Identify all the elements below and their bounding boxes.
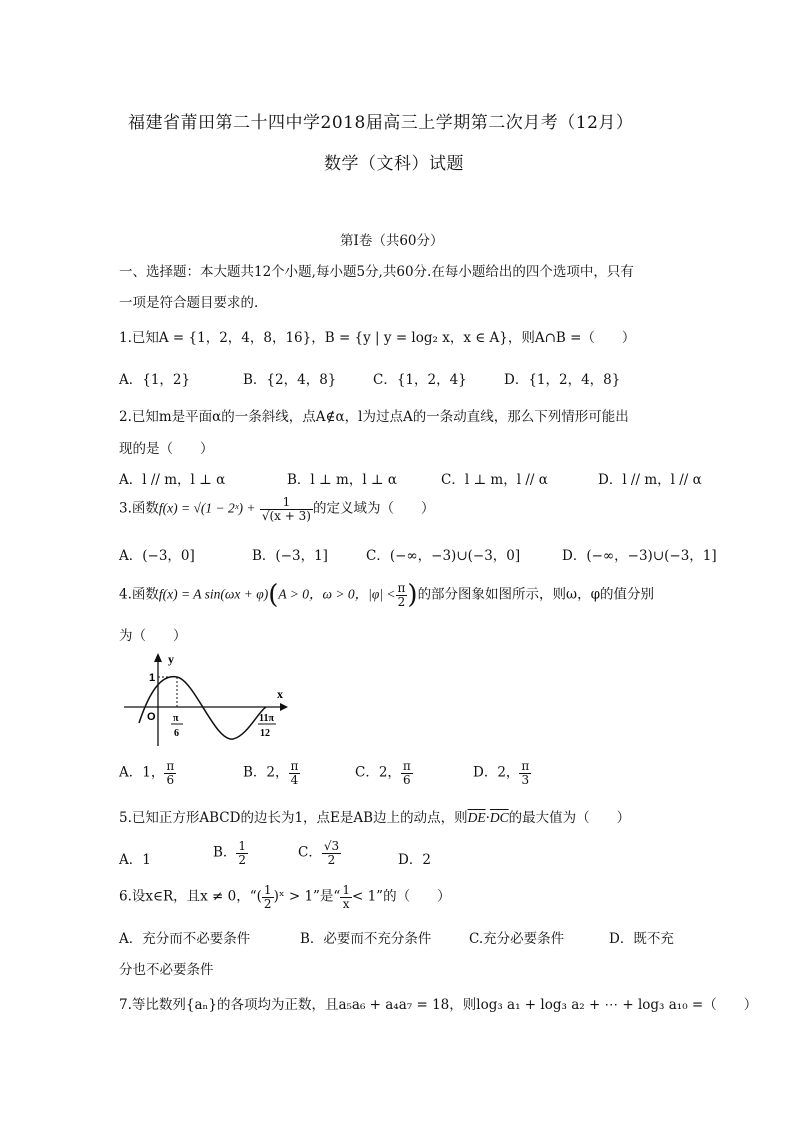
one-label: 1 <box>149 672 156 684</box>
question-5-stem: 5.已知正方形ABCD的边长为1，点E是AB边上的动点，则 <box>119 810 468 826</box>
question-1-option-d: D．{1，2，4，8} <box>504 372 621 388</box>
vector-de: $\overline{DE}$ <box>467 810 486 825</box>
question-4-cond-den: 2 <box>397 594 406 609</box>
paren-close-icon: ) <box>407 580 418 610</box>
option-c-den: 6 <box>403 772 411 787</box>
question-4-sine-graph <box>120 650 290 748</box>
y-label: y <box>168 652 174 666</box>
question-3-frac-num: 1 <box>260 496 313 510</box>
question-6-option-d-wrap: 分也不必要条件 <box>119 962 214 978</box>
question-3-option-d: D．(−∞，−3)∪(−3，1] <box>562 548 717 564</box>
question-3-fraction <box>260 496 313 522</box>
option-d-den: 3 <box>521 772 530 787</box>
option-b-num: π <box>290 759 299 773</box>
question-2-text-line1: 2.已知m是平面α的一条斜线，点A∉α，l为过点A的一条动直线，那么下列情形可能出 <box>119 409 629 425</box>
question-1-option-a: A．{1，2} <box>119 372 191 388</box>
option-c-den: 2 <box>327 852 336 867</box>
question-3-option-a: A．(−3，0] <box>119 548 195 564</box>
question-3-option-c: C．(−∞，−3)∪(−3，0] <box>366 548 521 564</box>
document-title: 福建省莆田第二十四中学2018届高三上学期第二次月考（12月） <box>128 113 634 133</box>
question-4-condition: A > 0，ω > 0，|φ| < <box>278 586 396 602</box>
question-6-option-b: B．必要而不充分条件 <box>300 931 432 947</box>
question-3-suffix: 的定义域为（ ） <box>312 500 435 517</box>
origin-label: O <box>147 711 156 723</box>
x-label: x <box>277 687 283 701</box>
question-5-option-c <box>298 840 341 866</box>
half-num: 1 <box>263 883 272 897</box>
question-5-option-d: D．2 <box>398 852 431 868</box>
question-3-text <box>119 496 434 522</box>
option-a-den: 6 <box>166 772 175 787</box>
question-1-option-b: B．{2，4，8} <box>243 372 337 388</box>
question-2-option-b: B．l ⊥ m，l ⊥ α <box>287 472 398 488</box>
question-3-function: f(x) = √(1 − 2ˣ) + <box>158 500 256 516</box>
inv-den: x <box>342 896 350 911</box>
option-b-label: B． <box>213 844 237 861</box>
dot-operator: · <box>485 810 490 826</box>
question-6-option-d: D．既不充 <box>609 931 674 947</box>
tick-11pi-12-num: 11π <box>259 713 274 724</box>
question-7-text: 7.等比数列{aₙ}的各项均为正数，且a₅a₆ + a₄a₇ = 18，则log₃ a₁ + log₃ a₂ + ⋯ + log₃ a₁₀ =（ ） <box>119 997 758 1013</box>
question-4-prefix: 4.函数 <box>119 586 159 603</box>
question-1-option-c: C．{1，2，4} <box>373 372 467 388</box>
inv-num: 1 <box>342 883 350 897</box>
question-6-stem-pre: 6.设x∈R，且x ≠ 0，“( <box>119 888 262 905</box>
question-5-option-a: A．1 <box>119 852 151 868</box>
question-4-text-line2: 为（ ） <box>119 628 187 644</box>
tick-pi-6-num: π <box>173 713 179 724</box>
option-d-num: π <box>521 759 530 773</box>
document-subtitle: 数学（文科）试题 <box>324 154 464 174</box>
question-6-option-a: A．充分而不必要条件 <box>119 931 251 947</box>
question-6-option-c: C.充分必要条件 <box>469 931 565 947</box>
y-axis-arrow-icon <box>154 653 162 662</box>
question-2-option-a: A．l // m，l ⊥ α <box>119 472 226 488</box>
section-intro-line2: 一项是符合题目要求的. <box>119 295 259 311</box>
question-5-suffix: 的最大值为（ ） <box>508 810 631 826</box>
question-4-text <box>119 580 654 610</box>
question-3-option-b: B．(−3，1] <box>252 548 328 564</box>
question-4-cond-fraction <box>396 582 408 608</box>
question-4-function: f(x) = A sin(ωx + φ) <box>158 586 269 602</box>
question-4-option-d <box>473 760 531 786</box>
option-b-den: 2 <box>238 852 247 867</box>
paren-open-icon: ( <box>268 580 279 610</box>
question-5-option-b <box>213 840 248 866</box>
option-c-num: π <box>402 759 411 773</box>
question-4-cond-num: π <box>397 580 406 595</box>
option-a-num: π <box>166 759 175 773</box>
option-d-label: D．2， <box>473 764 520 781</box>
x-axis-arrow-icon <box>280 703 288 711</box>
section-intro-line1: 一、选择题：本大题共12个小题,每小题5分,共60分.在每小题给出的四个选项中，只有 <box>119 264 634 280</box>
option-c-label: C．2， <box>355 764 401 781</box>
vector-dc: $\overline{DC}$ <box>489 810 509 825</box>
section-heading: 第Ⅰ卷（共60分） <box>340 233 444 249</box>
question-4-option-c <box>355 760 413 786</box>
question-6-stem-post: < 1”的（ ） <box>351 888 451 905</box>
question-2-option-c: C．l ⊥ m，l // α <box>441 472 548 488</box>
question-6-stem-mid: )ˣ > 1”是“ <box>273 888 341 905</box>
option-a-label: A．1， <box>119 764 165 781</box>
option-b-den: 4 <box>290 772 299 787</box>
question-1-text: 1.已知A = {1，2，4，8，16}，B = {y | y = log₂ x，x ∈ A}，则A∩B =（ ） <box>119 330 636 346</box>
option-c-num: √3 <box>323 839 340 853</box>
question-4-option-a <box>119 760 176 786</box>
option-b-label: B．2， <box>243 764 289 781</box>
question-6-text <box>119 884 451 910</box>
question-5-text <box>119 806 630 826</box>
question-2-text-line2: 现的是（ ） <box>119 441 214 457</box>
half-den: 2 <box>263 896 272 911</box>
option-c-label: C． <box>298 844 322 861</box>
question-3-frac-den: √(x + 3) <box>261 508 311 523</box>
question-2-option-d: D．l // m，l // α <box>598 472 702 488</box>
option-b-num: 1 <box>238 839 247 853</box>
question-4-option-b <box>243 760 300 786</box>
question-4-suffix: 的部分图象如图所示，则ω，φ的值分别 <box>417 586 655 603</box>
question-3-prefix: 3.函数 <box>119 500 159 517</box>
tick-pi-6-den: 6 <box>174 728 179 739</box>
tick-11pi-12-den: 12 <box>260 728 270 739</box>
